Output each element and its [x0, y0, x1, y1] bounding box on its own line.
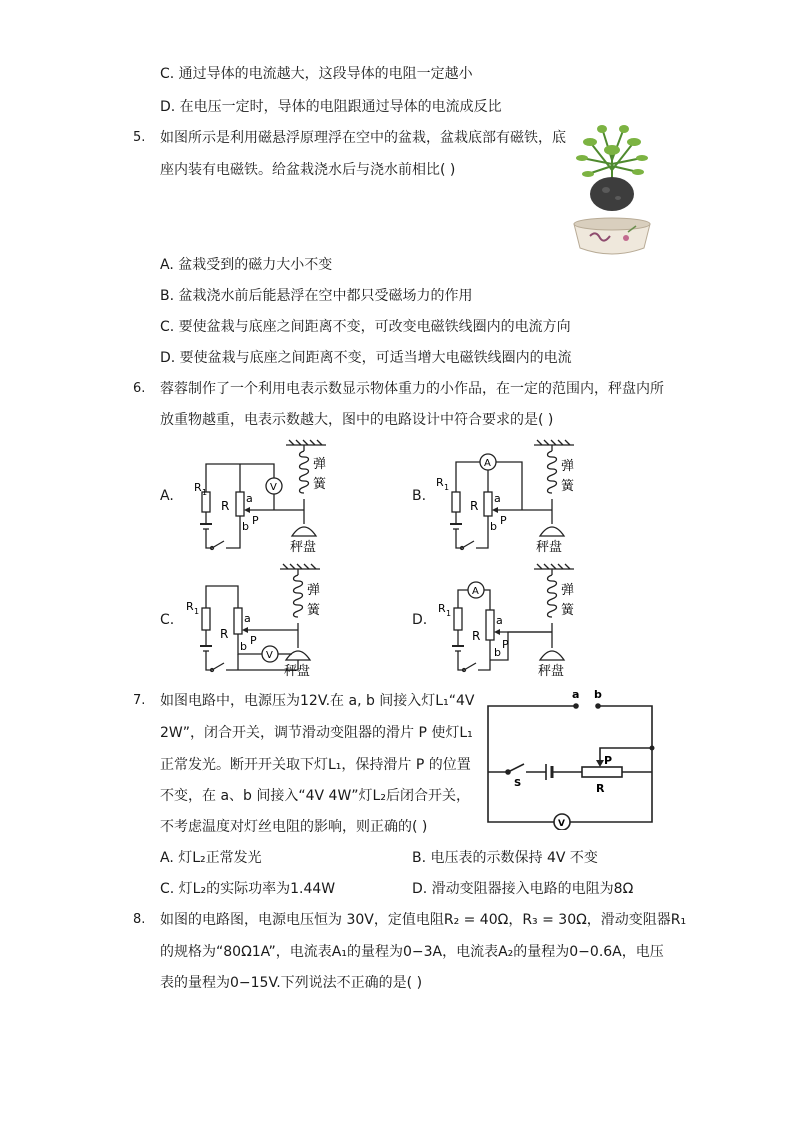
q6-circuit-c — [180, 562, 345, 684]
q6-a-pan-label: 秤盘 — [290, 540, 317, 555]
q6-b-r1-label: R — [436, 476, 444, 489]
q7-slider-p-label: P — [604, 754, 613, 767]
q6-d-ammeter: A — [472, 586, 479, 597]
q7-number: 7. — [133, 693, 146, 708]
q6-d-spring-label1: 弹 — [561, 583, 575, 598]
q4-option-d: D. 在电压一定时，导体的电阻跟通过导体的电流成反比 — [160, 99, 502, 115]
q5-option-c: C. 要使盆栽与底座之间距离不变，可改变电磁铁线圈内的电流方向 — [160, 319, 571, 335]
q6-c-r1-sub: 1 — [194, 607, 200, 616]
q6-b-p-label: P — [500, 514, 507, 527]
q6-circuit-a — [180, 438, 345, 560]
q6-b-pan-label: 秤盘 — [536, 540, 563, 555]
q8-number: 8. — [133, 912, 146, 927]
q6-b-r-label: R — [470, 499, 479, 513]
q6-c-p-label: P — [250, 634, 257, 647]
q7-stem-line1: 如图电路中，电源压为12V.在 a, b 间接入灯L₁“4V — [160, 693, 475, 709]
q6-d-r1-sub: 1 — [446, 609, 452, 618]
q6-a-r1-sub: 1 — [202, 488, 208, 497]
q7-stem-line2: 2W”，闭合开关，调节滑动变阻器的滑片 P 使灯L₁ — [160, 725, 473, 741]
q7-option-c: C. 灯L₂的实际功率为1.44W — [160, 881, 336, 897]
q7-option-a: A. 灯L₂正常发光 — [160, 850, 262, 866]
q6-d-pan-label: 秤盘 — [538, 664, 565, 679]
q6-a-spring-label2: 簧 — [313, 477, 327, 492]
q6-a-voltmeter: V — [270, 482, 277, 493]
q7-node-b-label: b — [594, 688, 602, 701]
q6-number: 6. — [133, 381, 146, 396]
q7-option-b: B. 电压表的示数保持 4V 不变 — [412, 850, 598, 866]
q6-b-spring-label1: 弹 — [561, 459, 575, 474]
q7-switch-s-label: S — [514, 778, 522, 789]
q6-circuit-d — [432, 562, 597, 684]
q7-node-a-label: a — [572, 688, 580, 701]
q5-option-b: B. 盆栽浇水前后能悬浮在空中都只受磁场力的作用 — [160, 288, 473, 304]
q6-a-p-label: P — [252, 514, 259, 527]
q6-stem-line1: 蓉蓉制作了一个利用电表示数显示物体重力的小作品，在一定的范围内，秤盘内所 — [160, 381, 664, 397]
q6-a-spring-label1: 弹 — [313, 457, 327, 472]
q6-c-b-label: b — [240, 640, 247, 653]
q7-stem-line4: 不变，在 a、b 间接入“4V 4W”灯L₂后闭合开关， — [160, 788, 470, 804]
q6-a-r1-label: R — [194, 481, 202, 494]
q6-c-a-label: a — [244, 612, 251, 625]
q7-option-d: D. 滑动变阻器接入电路的电阻为8Ω — [412, 881, 634, 897]
q6-b-spring-label2: 簧 — [561, 479, 575, 494]
q6-c-spring-label2: 簧 — [307, 603, 321, 618]
q6-label-a: A. — [160, 488, 174, 504]
q7-stem-line3: 正常发光。断开开关取下灯L₁，保持滑片 P 的位置 — [160, 757, 471, 773]
q6-c-pan-label: 秤盘 — [284, 664, 311, 679]
q6-d-b-label: b — [494, 646, 501, 659]
q6-label-c: C. — [160, 612, 175, 628]
maglev-plant-image — [568, 120, 656, 262]
q5-stem-line1: 如图所示是利用磁悬浮原理浮在空中的盆栽，盆栽底部有磁铁，底 — [160, 130, 566, 146]
q6-c-spring-label1: 弹 — [307, 583, 321, 598]
q6-d-p-label: P — [502, 638, 509, 651]
q6-label-b: B. — [412, 488, 427, 504]
q5-option-d: D. 要使盆栽与底座之间距离不变，可适当增大电磁铁线圈内的电流 — [160, 350, 572, 366]
q5-stem-line2: 座内装有电磁铁。给盆栽浇水后与浇水前相比( ) — [160, 162, 456, 178]
q6-label-d: D. — [412, 612, 428, 628]
q6-circuit-b — [430, 438, 595, 560]
q6-c-r-label: R — [220, 627, 229, 641]
q6-a-a-label: a — [246, 492, 253, 505]
q6-b-b-label: b — [490, 520, 497, 533]
q6-stem-line2: 放重物越重，电表示数越大，图中的电路设计中符合要求的是( ) — [160, 412, 554, 428]
q6-c-r1-label: R — [186, 600, 194, 613]
q6-b-ammeter: A — [484, 458, 491, 469]
q7-voltmeter-label: V — [558, 819, 565, 829]
q7-stem-line5: 不考虑温度对灯丝电阻的影响，则正确的( ) — [160, 819, 428, 835]
q6-b-a-label: a — [494, 492, 501, 505]
q6-a-r-label: R — [221, 499, 230, 513]
q7-circuit — [484, 684, 660, 830]
q6-d-r1-label: R — [438, 602, 446, 615]
q4-option-c: C. 通过导体的电流越大，这段导体的电阻一定越小 — [160, 66, 473, 82]
q8-stem-line3: 表的量程为0−15V.下列说法不正确的是( ) — [160, 975, 423, 991]
q6-a-b-label: b — [242, 520, 249, 533]
q6-d-spring-label2: 簧 — [561, 603, 575, 618]
q6-d-r-label: R — [472, 629, 481, 643]
q6-d-a-label: a — [496, 614, 503, 627]
q5-number: 5. — [133, 130, 146, 145]
q8-stem-line1: 如图的电路图，电源电压恒为 30V，定值电阻R₂ = 40Ω，R₃ = 30Ω，滑动变阻器R₁ — [160, 912, 687, 928]
q6-c-voltmeter: V — [266, 650, 273, 661]
q5-option-a: A. 盆栽受到的磁力大小不变 — [160, 257, 333, 273]
q6-b-r1-sub: 1 — [444, 483, 450, 492]
q8-stem-line2: 的规格为“80Ω1A”，电流表A₁的量程为0−3A，电流表A₂的量程为0−0.6A，电压 — [160, 944, 664, 960]
q7-rheostat-r-label: R — [596, 782, 605, 795]
